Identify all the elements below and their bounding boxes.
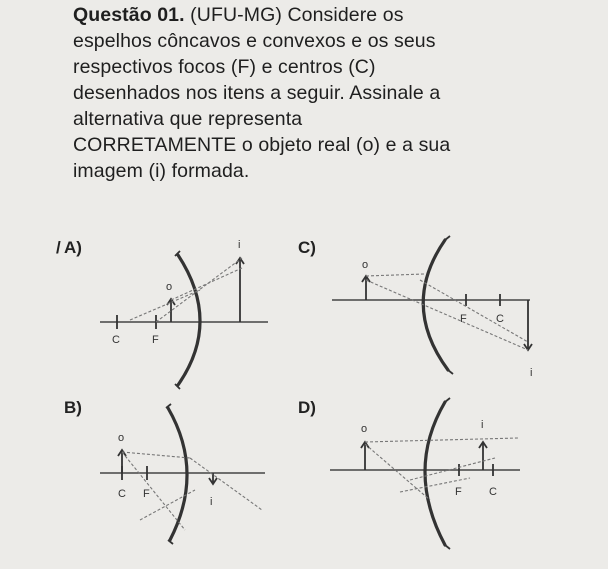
diagram-a-mirror — [178, 255, 200, 385]
option-a-letter[interactable]: A) — [64, 238, 82, 257]
diagram-b[interactable] — [100, 404, 265, 544]
question-line-7: imagem (i) formada. — [73, 160, 250, 182]
question-label: Questão 01. — [73, 4, 185, 26]
diagram-d-mirror-hatch-top — [445, 398, 450, 402]
diagram-d-ray-2 — [365, 444, 430, 500]
question-line-3: respectivos focos (F) e centros (C) — [73, 56, 376, 78]
diagram-d-i-label: i — [481, 419, 484, 431]
question-line-5: alternativa que representa — [73, 108, 303, 130]
diagram-d[interactable] — [330, 398, 520, 549]
diagram-b-o-label: o — [118, 432, 125, 444]
diagram-c-i-label: i — [530, 367, 533, 379]
diagram-d-f-label: F — [455, 486, 462, 498]
diagram-b-ray-1 — [122, 452, 190, 458]
diagram-c-ray-3 — [420, 280, 528, 342]
question-line-1-text: (UFU-MG) Considere os — [184, 4, 404, 26]
diagram-a-o-label: o — [166, 281, 173, 293]
diagram-b-i-label: i — [210, 496, 213, 508]
diagram-b-f-label: F — [143, 488, 150, 500]
option-d-letter[interactable]: D) — [298, 398, 316, 417]
diagram-d-mirror-hatch-bottom — [445, 545, 450, 549]
diagram-c-mirror-hatch-top — [445, 236, 450, 240]
question-line-4: desenhados nos itens a seguir. Assinale a — [73, 82, 441, 104]
diagram-c-mirror-hatch-bottom — [448, 370, 453, 374]
question-line-2: espelhos côncavos e convexos e os seus — [73, 30, 436, 52]
diagram-d-ray-1 — [365, 438, 518, 442]
diagram-d-o-label: o — [361, 423, 368, 435]
diagram-a-f-label: F — [152, 334, 159, 346]
diagram-b-ray-3 — [122, 452, 185, 530]
diagram-c-ray-1 — [366, 274, 424, 276]
pen-mark: / — [56, 238, 61, 257]
diagram-c-f-label: F — [460, 313, 467, 325]
diagram-c[interactable] — [332, 236, 532, 379]
question-line-6: CORRETAMENTE o objeto real (o) e a sua — [73, 134, 451, 156]
diagram-b-c-label: C — [118, 488, 126, 500]
diagram-b-ray-2 — [190, 458, 262, 510]
diagram-c-o-label: o — [362, 259, 369, 271]
diagram-a-ray-2 — [171, 268, 242, 300]
option-c-letter[interactable]: C) — [298, 238, 316, 257]
diagram-a[interactable] — [100, 239, 268, 389]
diagram-c-mirror — [423, 240, 448, 370]
option-b-letter[interactable]: B) — [64, 398, 82, 417]
diagram-a-c-label: C — [112, 334, 120, 346]
diagram-c-c-label: C — [496, 313, 504, 325]
diagram-a-i-label: i — [238, 239, 241, 251]
diagram-d-c-label: C — [489, 486, 497, 498]
